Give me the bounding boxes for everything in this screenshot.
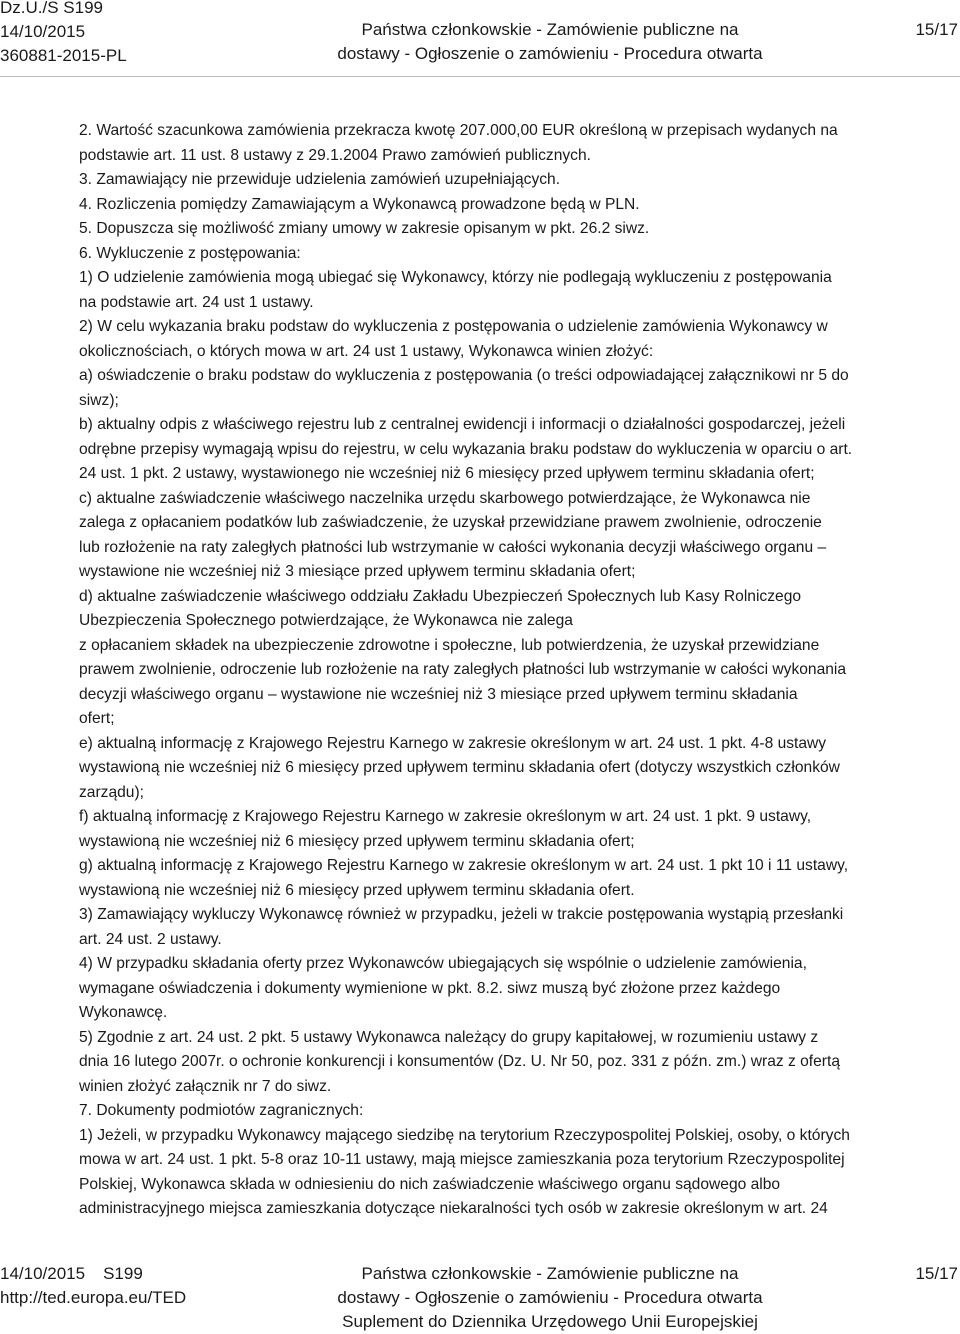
body-line: ofert; [79, 710, 115, 727]
page-header [0, 0, 960, 72]
body-line: Polskiej, Wykonawca składa w odniesieniu do nich zaświadczenie właściwego organu sądowego albo [79, 1175, 781, 1193]
body-line: b) aktualny odpis z właściwego rejestru lub z centralnej ewidencji i informacji o działalności gospodarczej, jeżeli [79, 416, 846, 433]
body-line: c) aktualne zaświadczenie właściwego naczelnika urzędu skarbowego potwierdzające, że Wykonawca nie [79, 489, 811, 507]
body-line: f) aktualną informację z Krajowego Rejestru Karnego w zakresie określonym w art. 24 ust. 1 pkt. 9 ustawy, [79, 808, 812, 825]
body-line: wystawioną nie wcześniej niż 6 miesięcy przed upływem terminu składania ofert (dotyczy wszystkich członków [79, 759, 840, 776]
body-line: odrębne przepisy wymagają wpisu do rejestru, w celu wykazania braku podstaw do wykluczenia w oparciu o art. [79, 440, 853, 458]
body-line: dnia 16 lutego 2007r. o ochronie konkurencji i konsumentów (Dz. U. Nr 50, poz. 331 z późn. zm.) wraz z ofertą [79, 1053, 841, 1070]
document-body [79, 119, 957, 1222]
body-line: prawem zwolnienie, odroczenie lub rozłożenie na raty zaległych płatności lub wstrzymanie w całości wykonania [79, 661, 847, 678]
footer-page-number: 15/17 [915, 1264, 958, 1283]
footer-title [280, 1262, 820, 1334]
footer-title-line-2: dostawy - Ogłoszenie o zamówieniu - Procedura otwarta [337, 1288, 763, 1307]
body-line: 7. Dokumenty podmiotów zagranicznych: [79, 1102, 364, 1119]
body-line: decyzji właściwego organu – wystawione nie wcześniej niż 3 miesiące przed upływem terminu składania [79, 685, 798, 703]
header-left [0, 0, 200, 68]
body-line: 1) Jeżeli, w przypadku Wykonawcy mającego siedzibę na terytorium Rzeczypospolitej Polskiej, osoby, o których [79, 1126, 850, 1144]
body-line: siwz); [79, 391, 119, 409]
body-line: 4) W przypadku składania oferty przez Wykonawców ubiegających się wspólnie o udzielenie zamówienia, [79, 955, 807, 972]
body-line: 24 ust. 1 pkt. 2 ustawy, wystawionego nie wcześniej niż 6 miesięcy przed upływem terminu składania ofert; [79, 465, 815, 482]
body-line: lub rozłożenie na raty zaległych płatności lub wstrzymanie w całości wykonania decyzji właściwego organu – [79, 538, 827, 556]
page-footer [0, 1262, 960, 1334]
body-line: mowa w art. 24 ust. 1 pkt. 5-8 oraz 10-11 ustawy, mają miejsce zamieszkania poza terytorium Rzeczypospolitej [79, 1151, 845, 1168]
body-line: 4. Rozliczenia pomiędzy Zamawiającym a Wykonawcą prowadzone będą w PLN. [79, 195, 640, 213]
body-line: e) aktualną informację z Krajowego Rejestru Karnego w zakresie określonym w art. 24 ust. 1 pkt. 4-8 ustawy [79, 734, 827, 752]
body-line: g) aktualną informację z Krajowego Rejestru Karnego w zakresie określonym w art. 24 ust. 1 pkt 10 i 11 ustawy, [79, 857, 849, 874]
body-line: Wykonawcę. [79, 1004, 168, 1021]
footer-left [0, 1262, 240, 1310]
body-line: zarządu); [79, 783, 145, 801]
header-title-line-1: Państwa członkowskie - Zamówienie publiczne na [361, 20, 739, 39]
body-line: 3) Zamawiający wykluczy Wykonawcę również w przypadku, jeżeli w trakcie postępowania wystąpią przesłanki [79, 906, 844, 923]
body-line: 2) W celu wykazania braku podstaw do wykluczenia z postępowania o udzielenie zamówienia Wykonawcy w [79, 318, 828, 335]
header-date: 14/10/2015 [0, 22, 86, 41]
body-line: a) oświadczenie o braku podstaw do wykluczenia z postępowania (o treści odpowiadającej załącznikowi nr 5 do [79, 367, 849, 384]
body-line: wystawione nie wcześniej niż 3 miesiące przed upływem terminu składania ofert; [79, 563, 636, 580]
footer-date-line [0, 1262, 240, 1286]
body-line: wymagane oświadczenia i dokumenty wymienione w pkt. 8.2. siwz muszą być złożone przez każdego [79, 979, 781, 997]
body-line: 6. Wykluczenie z postępowania: [79, 244, 301, 262]
footer-title-line-3: Suplement do Dziennika Urzędowego Unii Europejskiej [342, 1312, 758, 1331]
body-line: art. 24 ust. 2 ustawy. [79, 930, 222, 948]
body-line: 5) Zgodnie z art. 24 ust. 2 pkt. 5 ustawy Wykonawca należący do grupy kapitałowej, w rozumieniu ustawy z [79, 1028, 819, 1046]
document-id: 360881-2015-PL [0, 46, 127, 65]
body-line: administracyjnego miejsca zamieszkania dotyczące niekaralności tych osób w zakresie określonym w art. 24 [79, 1200, 828, 1217]
body-line: 2. Wartość szacunkowa zamówienia przekracza kwotę 207.000,00 EUR określoną w przepisach wydanych na [79, 122, 838, 139]
footer-date: 14/10/2015 [0, 1264, 86, 1283]
body-line: winien złożyć załącznik nr 7 do siwz. [79, 1077, 332, 1095]
body-line: 1) O udzielenie zamówienia mogą ubiegać się Wykonawcy, którzy nie podlegają wykluczeniu z postępowania [79, 269, 832, 286]
body-line: okolicznościach, o których mowa w art. 24 ust 1 ustawy, Wykonawca winien złożyć: [79, 342, 654, 360]
footer-title-line-1: Państwa członkowskie - Zamówienie publiczne na [361, 1264, 739, 1283]
header-title-line-2: dostawy - Ogłoszenie o zamówieniu - Procedura otwarta [337, 44, 763, 63]
body-line: Ubezpieczenia Społecznego potwierdzające, że Wykonawca nie zalega [79, 612, 573, 629]
body-line: d) aktualne zaświadczenie właściwego oddziału Zakładu Ubezpieczeń Społecznych lub Kasy Rolniczego [79, 587, 802, 605]
body-line: 3. Zamawiający nie przewiduje udzielenia zamówień uzupełniających. [79, 171, 561, 188]
body-line: podstawie art. 11 ust. 8 ustawy z 29.1.2004 Prawo zamówień publicznych. [79, 146, 591, 164]
body-line: wystawioną nie wcześniej niż 6 miesięcy przed upływem terminu składania ofert; [79, 832, 635, 850]
body-line: wystawioną nie wcześniej niż 6 miesięcy przed upływem terminu składania ofert. [79, 881, 635, 899]
body-line: na podstawie art. 24 ust 1 ustawy. [79, 293, 314, 311]
body-line: 5. Dopuszcza się możliwość zmiany umowy w zakresie opisanym w pkt. 26.2 siwz. [79, 220, 650, 237]
body-line: z opłacaniem składek na ubezpieczenie zdrowotne i społeczne, lub potwierdzenia, że uzyskał przewidziane [79, 636, 820, 654]
header-page-number: 15/17 [915, 20, 958, 39]
header-divider [0, 76, 960, 77]
journal-reference: Dz.U./S S199 [0, 0, 103, 17]
footer-url[interactable]: http://ted.europa.eu/TED [0, 1288, 187, 1307]
footer-series: S199 [103, 1264, 143, 1283]
header-title [300, 18, 800, 66]
body-line: zalega z opłacaniem podatków lub zaświadczenie, że uzyskał przewidziane prawem zwolnienie, odroczenie [79, 514, 822, 531]
